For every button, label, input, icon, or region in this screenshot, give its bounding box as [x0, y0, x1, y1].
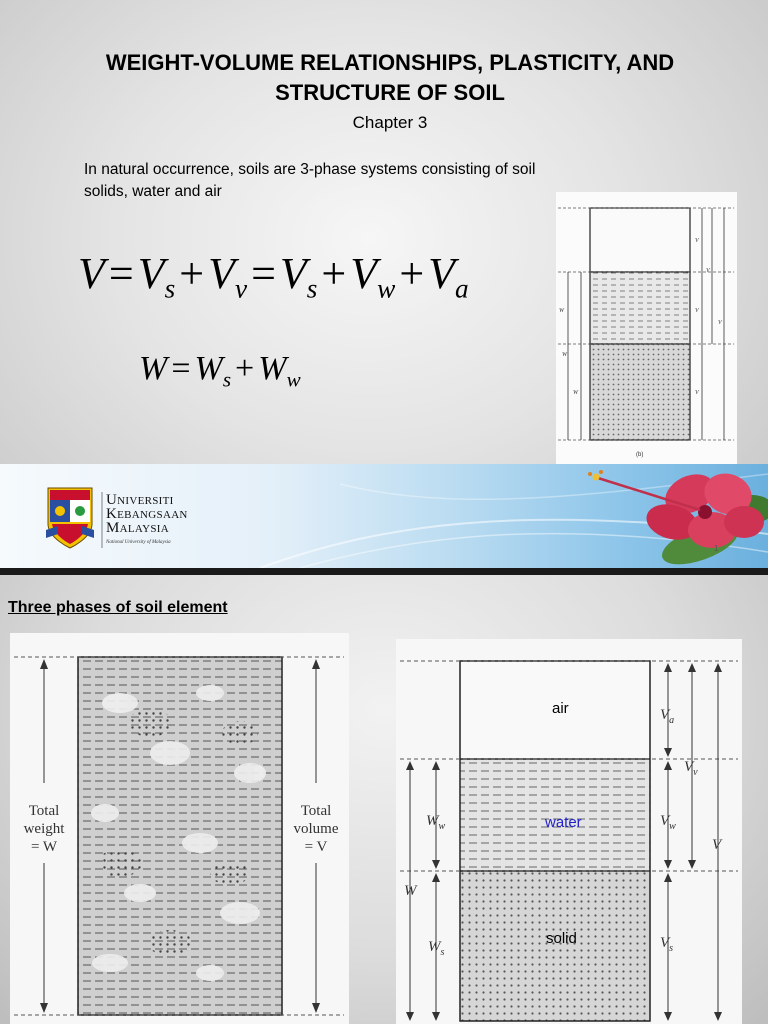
- slide-2: [0, 575, 768, 1024]
- title-line-1: WEIGHT-VOLUME RELATIONSHIPS, PLASTICITY, AND: [105, 50, 675, 75]
- svg-text:V: V: [712, 837, 722, 853]
- svg-text:(b): (b): [636, 452, 644, 458]
- phase-label-air: air: [552, 700, 569, 717]
- svg-text:Ww: $W_w$: [426, 813, 446, 832]
- svg-text:V: V: [695, 390, 699, 396]
- weight-equation: $W = W_s + W_w$: [139, 350, 301, 392]
- svg-text:Total: Total: [28, 803, 60, 819]
- slide-title: [40, 48, 740, 108]
- svg-text:volume: volume: [293, 821, 339, 837]
- svg-text:W: W: [562, 352, 567, 358]
- svg-text:V: V: [695, 238, 699, 244]
- svg-text:weight: weight: [23, 821, 65, 837]
- svg-text:Vv: $V_v$: [684, 759, 698, 778]
- page-number: 1: [714, 544, 719, 553]
- svg-text:Vs: $V_s$: [660, 935, 674, 954]
- svg-text:Vw: $V_w$: [660, 813, 676, 832]
- svg-text:Va: $V_a$: [660, 707, 675, 726]
- svg-text:= W: = W: [30, 839, 58, 855]
- chapter-subtitle: Chapter 3: [352, 113, 428, 132]
- svg-text:= V: = V: [304, 839, 328, 855]
- phase-label-water: water: [545, 814, 582, 831]
- small-phase-diagram: [556, 192, 737, 466]
- natural-soil-diagram: [10, 633, 349, 1024]
- university-name: UNIVERSITI KEBANGSAAN MALAYSIA: [106, 492, 188, 536]
- svg-text:Ws: $W_s$: [428, 939, 445, 958]
- svg-text:Total: Total: [300, 803, 332, 819]
- svg-text:W: W: [573, 390, 578, 396]
- svg-text:V: V: [695, 308, 699, 314]
- title-line-2: STRUCTURE OF SOIL: [275, 80, 505, 105]
- volume-equation: $V=V_s+V_v=V_s+V_w+V_a$: [78, 249, 469, 304]
- three-phase-diagram: [396, 639, 742, 1024]
- svg-text:W: W: [559, 308, 564, 314]
- svg-text:V: V: [718, 320, 722, 326]
- phase-label-solid: solid: [546, 930, 577, 947]
- svg-text:V: V: [706, 268, 710, 274]
- three-phases-title: Three phases of soil element: [8, 599, 228, 616]
- intro-text: In natural occurrence, soils are 3-phase systems consisting of soil solids, water and air: [84, 161, 536, 200]
- university-tagline: National University of Malaysia: [106, 540, 171, 545]
- svg-text:W: W: [404, 883, 417, 899]
- university-crest-icon: [46, 488, 94, 548]
